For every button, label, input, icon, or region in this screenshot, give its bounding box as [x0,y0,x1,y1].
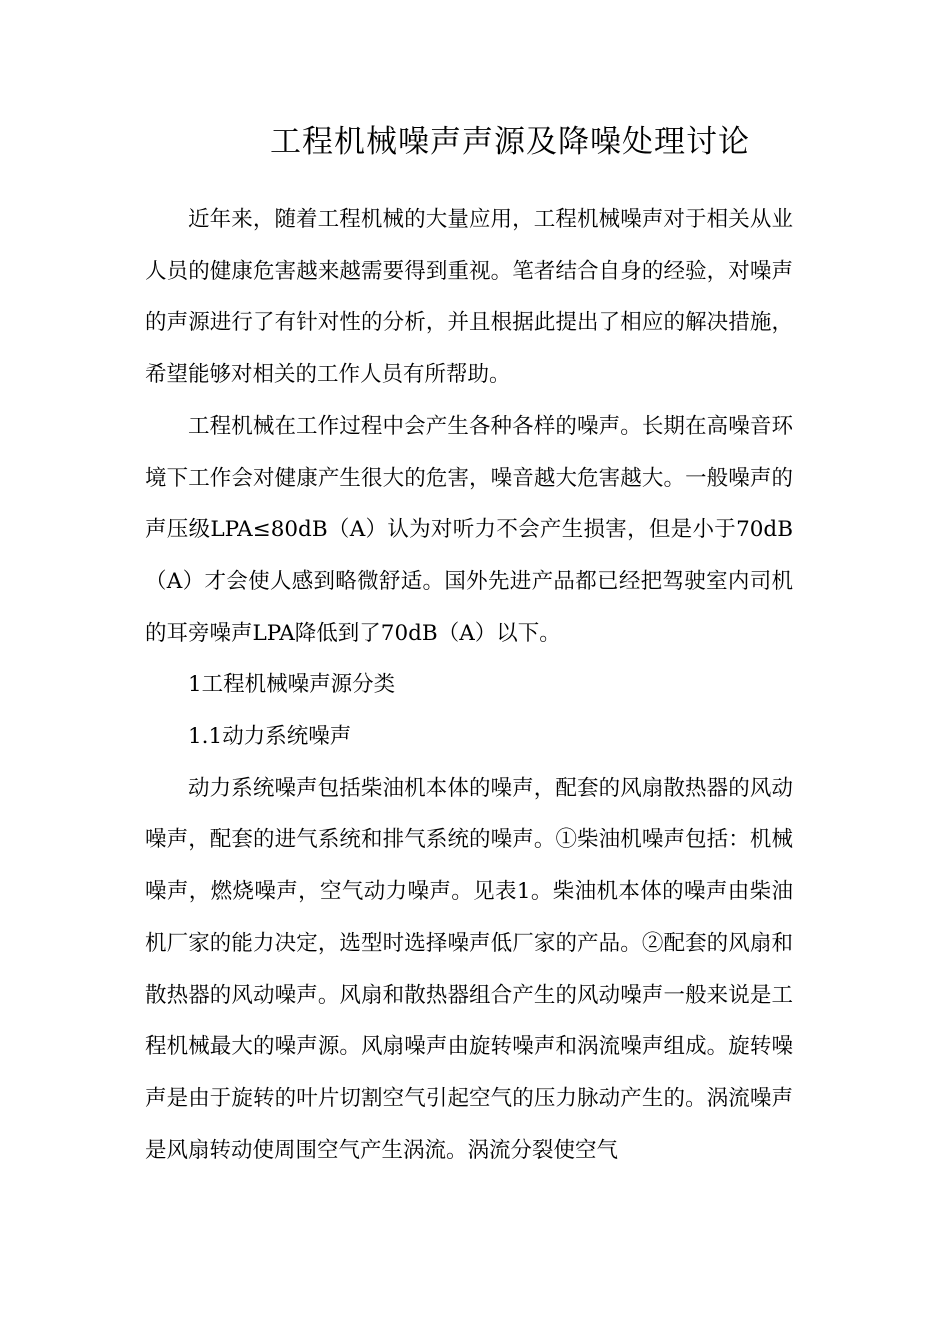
page-title: 工程机械噪声声源及降噪处理讨论 [270,124,750,160]
section-heading-1: 1工程机械噪声源分类 [188,672,396,698]
section-heading-1-1: 1.1动力系统噪声 [188,724,352,750]
document-body [145,194,793,1176]
paragraph-intro: 近年来，随着工程机械的大量应用，工程机械噪声对于相关从业人员的健康危害越来越需要得到重视。笔者结合自身的经验，对噪声的声源进行了有针对性的分析，并且根据此提出了相应的解决措施，希望能够对相关的工作人员有所帮助。 [145,207,793,388]
paragraph-power-system-noise: 动力系统噪声包括柴油机本体的噪声，配套的风扇散热器的风动噪声，配套的进气系统和排气系统的噪声。①柴油机噪声包括：机械噪声，燃烧噪声，空气动力噪声。见表1。柴油机本体的噪声由柴油机厂家的能力决定，选型时选择噪声低厂家的产品。②配套的风扇和散热器的风动噪声。风扇和散热器组合产生的风动噪声一般来说是工程机械最大的噪声源。风扇噪声由旋转噪声和涡流噪声组成。旋转噪声是由于旋转的叶片切割空气引起空气的压力脉动产生的。涡流噪声是风扇转动使周围空气产生涡流。涡流分裂使空气 [145,775,793,1163]
paragraph-noise-hazard: 工程机械在工作过程中会产生各种各样的噪声。长期在高噪音环境下工作会对健康产生很大的危害，噪音越大危害越大。一般噪声的声压级LPA≤80dB（A）认为对听力不会产生损害，但是小于70dB（A）才会使人感到略微舒适。国外先进产品都已经把驾驶室内司机的耳旁噪声LPA降低到了70dB（A）以下。 [145,413,793,646]
